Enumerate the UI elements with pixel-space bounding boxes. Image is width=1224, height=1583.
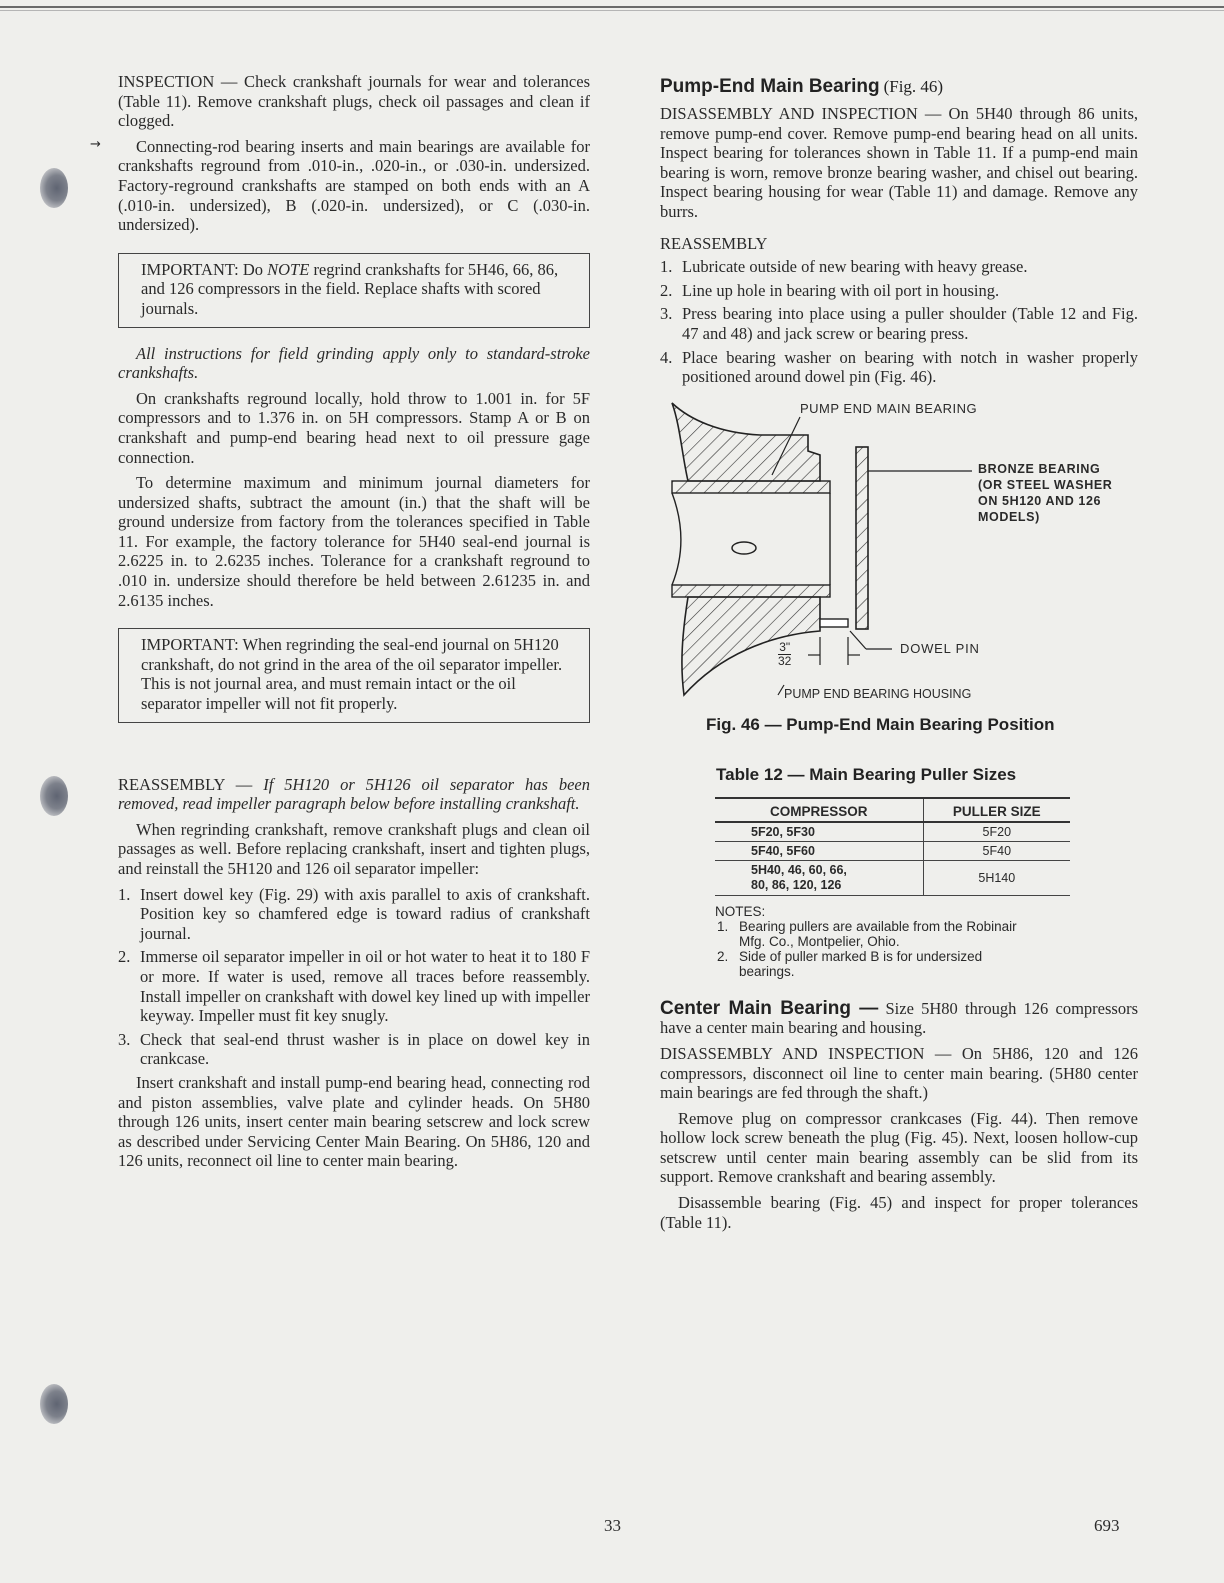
dimension-label: 3" 32 xyxy=(778,639,792,668)
reassembly-paragraph: REASSEMBLY — If 5H120 or 5H126 oil separator has been removed, read impeller paragraph below before installing crankshaft. xyxy=(118,774,590,814)
bearing-upper xyxy=(672,481,830,493)
oil-hole xyxy=(732,542,756,554)
right-column xyxy=(660,72,1138,1232)
top-rule xyxy=(0,6,1224,8)
center-main-bearing-paragraph: Center Main Bearing — Size 5H80 through 126 compressors have a center main bearing and housing. xyxy=(660,997,1138,1038)
housing-lower xyxy=(682,597,820,695)
important-box-seal-end: IMPORTANT: When regrinding the seal-end journal on 5H120 crankshaft, do not grind in the area of the oil separator impeller. This is not journal area, and must remain intact or the oil separator impeller will not fit properly. xyxy=(118,628,590,722)
pump-disassembly-paragraph: DISASSEMBLY AND INSPECTION — On 5H40 through 86 units, remove pump-end cover. Remove pump-end bearing head on all units. Inspect bearing for tolerances shown in Table 11. If a pump-end main bearing is worn, remove bronze bearing washer, and chisel out bearing. Inspect bearing housing for wear (Table 11) and damage. Remove any burrs. xyxy=(660,104,1138,221)
binder-hole xyxy=(40,776,68,816)
table-row: 5H40, 46, 60, 66, 80, 86, 120, 126 5H140 xyxy=(715,860,1070,895)
table-row: 5F20, 5F30 5F20 xyxy=(715,822,1070,842)
remove-plug-paragraph: Remove plug on compressor crankcases (Fig. 44). Then remove hollow lock screw beneath the plug (Fig. 45). Next, loosen hollow-cup setscrew until center main bearing assembly can be slid from its support. Remove crankshaft and bearing assembly. xyxy=(660,1108,1138,1187)
center-disassembly-paragraph: DISASSEMBLY AND INSPECTION — On 5H86, 120 and 126 compressors, disconnect oil line to center main bearing. (5H80 center main bearings are fed through the shaft.) xyxy=(660,1043,1138,1103)
note-item: 1. Bearing pullers are available from the Robinair Mfg. Co., Montpelier, Ohio. xyxy=(717,918,1017,949)
col-puller-size: PULLER SIZE xyxy=(923,798,1070,822)
col-compressor: COMPRESSOR xyxy=(715,798,923,822)
pump-end-heading: Pump-End Main Bearing (Fig. 46) xyxy=(660,76,944,97)
binder-hole xyxy=(40,1384,68,1424)
list-item: 2. Line up hole in bearing with oil port in housing. xyxy=(660,280,1000,300)
change-arrow-icon: → xyxy=(90,136,101,152)
left-column xyxy=(90,72,590,1171)
fig46-caption: Fig. 46 — Pump-End Main Bearing Position xyxy=(706,714,1055,734)
fig46-diagram xyxy=(660,395,1138,715)
binder-hole xyxy=(40,168,68,208)
regrinding-paragraph: When regrinding crankshaft, remove crankshaft plugs and clean oil passages as well. Before replacing crankshaft, insert and tighten plugs, and reinstall the 5H120 and 126 oil separator impeller: xyxy=(118,819,590,878)
label-bronze-bearing: BRONZE BEARING (OR STEEL WASHER ON 5H120 AND 126 MODELS) xyxy=(978,461,1113,524)
housing-upper xyxy=(672,403,820,481)
list-item: 1. Insert dowel key (Fig. 29) with axis parallel to axis of crankshaft. Position key so chamfered edge is toward radius of crankshaft journal. xyxy=(118,884,590,943)
top-rule-thin xyxy=(0,10,1224,11)
label-pump-end-housing: PUMP END BEARING HOUSING xyxy=(784,686,972,701)
field-grinding-note: All instructions for field grinding apply only to standard-stroke crankshafts. xyxy=(118,343,590,383)
inspection-paragraph: INSPECTION — Check crankshaft journals for wear and tolerances (Table 11). Remove crankshaft plugs, check oil passages and clean if clogged. xyxy=(118,72,590,131)
list-item: 1. Lubricate outside of new bearing with heavy grease. xyxy=(660,257,1028,277)
list-item: 3. Check that seal-end thrust washer is in place on dowel key in crankcase. xyxy=(118,1029,590,1069)
pump-reassembly-steps xyxy=(660,257,1138,387)
table-row: 5F40, 5F60 5F40 xyxy=(715,841,1070,860)
bronze-washer xyxy=(856,447,868,629)
list-item: 2. Immerse oil separator impeller in oil or hot water to heat it to 180 F or more. If water is used, remove all traces before reassembly. Install impeller on crankshaft with dowel key lined up with impeller keyway. Impeller must fit key snugly. xyxy=(118,947,590,1026)
document-number: 693 xyxy=(1094,1516,1120,1535)
list-item: 4. Place bearing washer on bearing with notch in washer properly positioned around dowel pin (Fig. 46). xyxy=(660,347,1138,387)
disassemble-paragraph: Disassemble bearing (Fig. 45) and inspect for proper tolerances (Table 11). xyxy=(660,1193,1138,1232)
impeller-steps xyxy=(118,885,590,1069)
page-number: 33 xyxy=(604,1516,621,1535)
insert-crankshaft-paragraph: Insert crankshaft and install pump-end bearing head, connecting rod and piston assemblies, valve plate and cylinder heads. On 5H80 through 126 units, insert center main bearing setscrew and lock screw as described under Servicing Center Main Bearing. On 5H86, 120 and 126 units, reconnect oil line to center main bearing. xyxy=(118,1072,590,1171)
puller-sizes-table xyxy=(715,797,1070,896)
important-box-regrind: IMPORTANT: Do NOTE regrind crankshafts for 5H46, 66, 86, and 126 compressors in the field. Replace shafts with scored journals. xyxy=(118,253,590,328)
regrind-paragraph: On crankshafts reground locally, hold throw to 1.001 in. for 5F compressors and to 1.376 in. on 5H compressors. Stamp A or B on crankshaft and pump-end bearing head next to oil pressure gage connection. xyxy=(118,388,590,467)
label-dowel-pin: DOWEL PIN xyxy=(900,640,980,656)
label-pump-end-bearing: PUMP END MAIN BEARING xyxy=(800,400,978,416)
reassembly-label: REASSEMBLY xyxy=(660,233,768,253)
dowel-pin xyxy=(820,619,848,627)
table-notes: NOTES: 1. Bearing pullers are available from the Robinair Mfg. Co., Montpelier, Ohio. 2. Side of puller marked B is for undersized bearings. xyxy=(715,904,1138,979)
table12-title: Table 12 — Main Bearing Puller Sizes xyxy=(716,764,1017,784)
bearing-lower xyxy=(672,585,830,597)
connecting-rod-paragraph: Connecting-rod bearing inserts and main bearings are available for crankshafts reground from .010-in., .020-in., or .030-in. undersized. Factory-reground crankshafts are stamped on both ends with an A (.010-in. undersized), B (.020-in. undersized), or C (.030-in. undersized). xyxy=(118,136,590,235)
list-item: 3. Press bearing into place using a puller shoulder (Table 12 and Fig. 47 and 48) and jack screw or bearing press. xyxy=(660,304,1138,343)
determine-paragraph: To determine maximum and minimum journal diameters for undersized shafts, subtract the amount (in.) that the shaft will be ground undersize from factory from the tolerances specified in Table 11. For example, the factory tolerance for 5H40 seal-end journal is 2.6225 in. to 2.6235 inches. Tolerance for a crankshaft reground to .010 in. undersize should therefore be held between 2.61235 in. and 2.6135 inches. xyxy=(118,473,590,610)
note-item: 2. Side of puller marked B is for undersized bearings. xyxy=(717,948,983,979)
bearing-drawing xyxy=(660,395,1138,715)
